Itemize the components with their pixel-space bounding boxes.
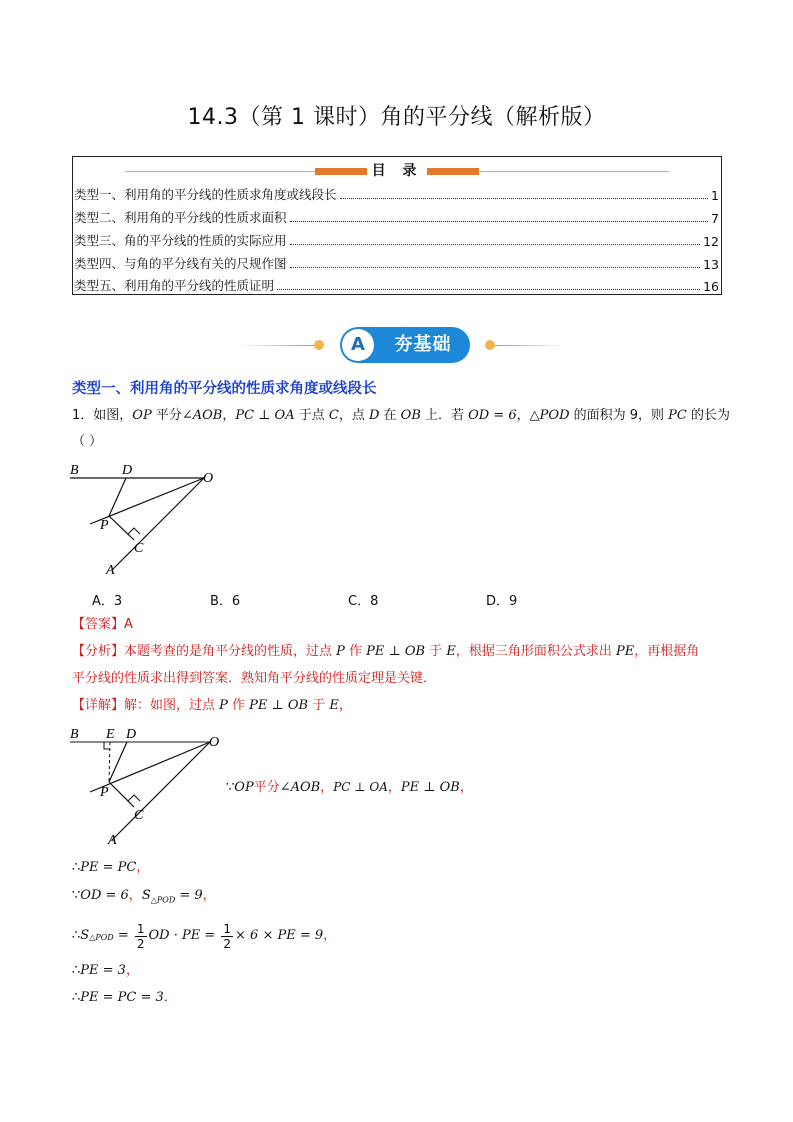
- detail-line: 【详解】解：如图，过点 P 作 PE ⊥ OB 于 E，: [72, 698, 352, 713]
- reasoning-because-1: ∵OP平分∠AOB，PC ⊥ OA，PE ⊥ OB，: [226, 780, 473, 795]
- option-c[interactable]: C．8: [348, 594, 379, 609]
- toc-item-4[interactable]: [73, 252, 721, 272]
- step-1: ∴PE = PC，: [72, 860, 150, 875]
- right-angle-mark: [128, 528, 140, 534]
- label-P: P: [100, 518, 109, 533]
- toc-item-1[interactable]: [73, 183, 721, 203]
- right-angle-mark-E: [104, 742, 110, 749]
- banner-dot-left: [314, 340, 324, 350]
- toc-item-label: 类型四、与角的平分线有关的尺规作图: [74, 256, 287, 271]
- banner-badge: [340, 327, 470, 363]
- banner-letter: A: [342, 329, 374, 361]
- section-banner: [240, 325, 560, 365]
- fraction-half-1: $\frac{1}{2}$: [136, 921, 145, 951]
- page-title: 14.3（第 1 课时）角的平分线（解析版）: [187, 105, 606, 130]
- toc-item-page: 16: [703, 279, 719, 294]
- banner-dot-right: [485, 340, 495, 350]
- toc-item-page: 12: [703, 234, 719, 249]
- geometry-figure-1: [68, 458, 228, 580]
- right-angle-mark-C: [128, 795, 140, 801]
- option-a[interactable]: A．3: [92, 594, 123, 609]
- step-5: ∴PE = PC = 3．: [72, 990, 177, 1005]
- toc-header: [73, 159, 721, 181]
- toc-item-label: 类型一、利用角的平分线的性质求角度或线段长: [74, 187, 337, 202]
- ray-OA: [112, 478, 204, 570]
- segment-PD: [109, 742, 127, 782]
- label-B: B: [70, 463, 79, 478]
- geometry-figure-2: [68, 722, 228, 848]
- label-D: D: [122, 463, 133, 478]
- step-4: ∴PE = 3，: [72, 963, 139, 978]
- label-O: O: [203, 471, 214, 486]
- label-O: O: [209, 735, 220, 750]
- ray-OA: [112, 742, 210, 840]
- fraction-half-2: $\frac{1}{2}$: [223, 921, 232, 951]
- label-D: D: [126, 727, 137, 742]
- answer-line: 【答案】A: [72, 617, 133, 632]
- banner-line-left: [240, 345, 315, 346]
- step-3: ∴ S △POD = $\frac{1}{2}$ OD · PE = $\frac{1}{2}$ × 6 × PE = 9 ，: [72, 921, 337, 951]
- label-A: A: [108, 833, 117, 848]
- label-C: C: [134, 808, 144, 823]
- toc-item-page: 1: [711, 188, 719, 203]
- problem-statement: 1．如图，OP 平分∠AOB，PC ⊥ OA 于点 C，点 D 在 OB 上．若 OD = 6，△POD 的面积为 9，则 PC 的长为: [72, 408, 731, 423]
- toc-title: 目 录: [371, 163, 423, 179]
- segment-PE-dashed: [109, 742, 110, 782]
- toc-item-3[interactable]: [73, 229, 721, 249]
- banner-line-right: [495, 345, 565, 346]
- segment-PC: [109, 782, 134, 807]
- banner-text: 夯基础: [394, 334, 452, 355]
- label-E: E: [106, 727, 115, 742]
- toc-item-2[interactable]: [73, 206, 721, 226]
- analysis-line-1: 【分析】本题考查的是角平分线的性质，过点 P 作 PE ⊥ OB 于 E，根据三角形面积公式求出 PE，再根据角: [72, 644, 700, 659]
- toc-item-label: 类型三、角的平分线的性质的实际应用: [74, 233, 287, 248]
- toc-item-page: 7: [711, 211, 719, 226]
- answer-bracket: （ ）: [72, 434, 103, 449]
- label-A: A: [106, 563, 115, 578]
- toc-item-5[interactable]: [73, 274, 721, 294]
- section-heading: 类型一、利用角的平分线的性质求角度或线段长: [72, 381, 377, 397]
- step-2: ∵OD = 6，$S_{\triangle POD} = 9$，: [72, 888, 216, 905]
- toc-item-label: 类型二、利用角的平分线的性质求面积: [74, 210, 287, 225]
- option-b[interactable]: B．6: [210, 594, 241, 609]
- table-of-contents: [72, 156, 722, 295]
- segment-PC: [109, 516, 134, 540]
- toc-item-page: 13: [703, 257, 719, 272]
- label-C: C: [134, 541, 144, 556]
- option-d[interactable]: D．9: [486, 594, 518, 609]
- analysis-line-2: 平分线的性质求出得到答案．熟知角平分线的性质定理是关键．: [72, 671, 437, 686]
- label-B: B: [70, 727, 79, 742]
- toc-item-label: 类型五、利用角的平分线的性质证明: [74, 278, 275, 293]
- label-P: P: [100, 785, 109, 800]
